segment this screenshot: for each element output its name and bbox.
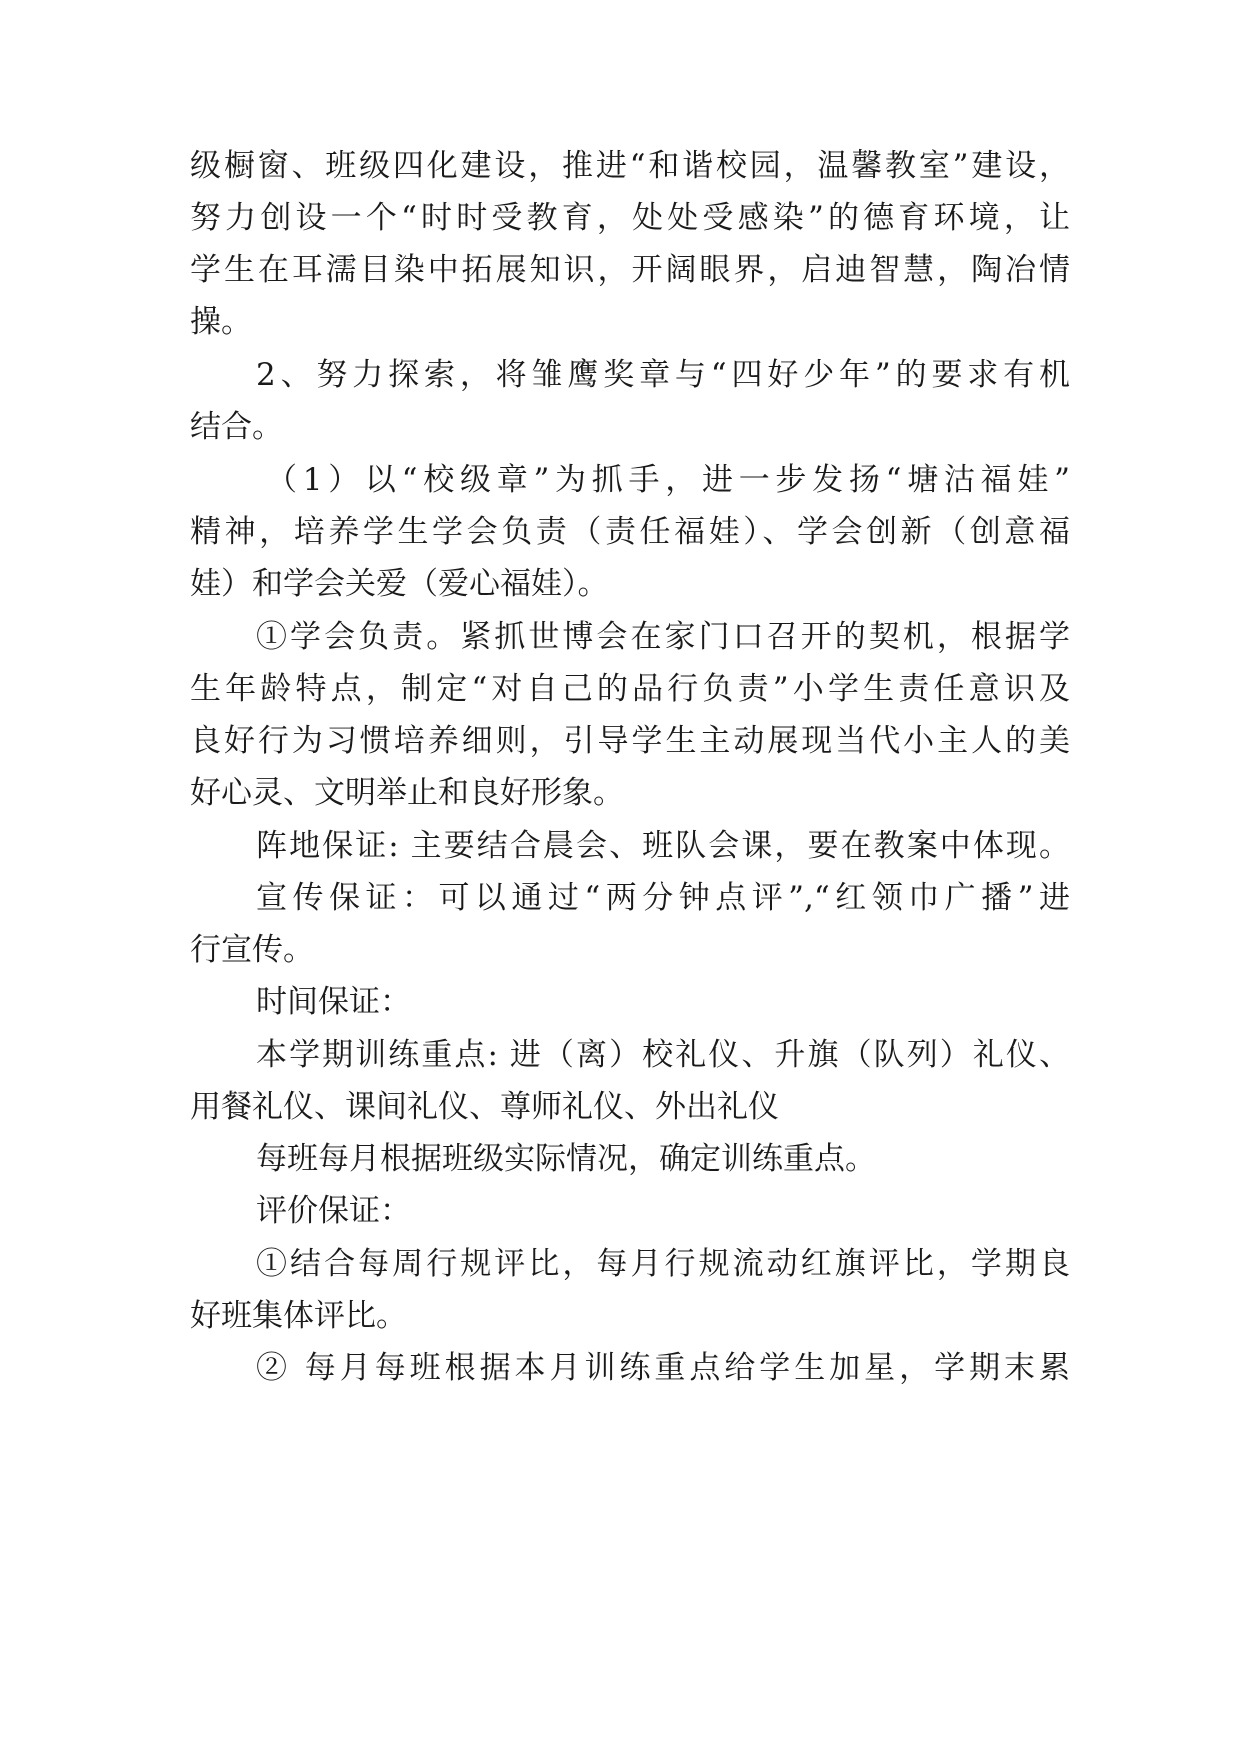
paragraph-line: （1）以“校级章”为抓手，进一步发扬“塘沽福娃” <box>266 462 1070 498</box>
paragraph-line: 宣传保证：可以通过“两分钟点评”,“红领巾广播”进 <box>256 880 1070 916</box>
paragraph-line: 结合。 <box>190 409 283 445</box>
paragraph-line: 本学期训练重点: 进（离）校礼仪、升旗（队列）礼仪、 <box>256 1037 1070 1073</box>
paragraph-line: 2、努力探索，将雏鹰奖章与“四好少年”的要求有机 <box>256 357 1070 393</box>
paragraph-line: 好班集体评比。 <box>190 1298 407 1334</box>
paragraph-line: ①学会负责。紧抓世博会在家门口召开的契机，根据学 <box>256 619 1070 655</box>
paragraph-line: 时间保证： <box>256 984 411 1020</box>
paragraph-line: 学生在耳濡目染中拓展知识，开阔眼界，启迪智慧，陶冶情 <box>190 252 1070 288</box>
paragraph-line: 级橱窗、班级四化建设，推进“和谐校园，温馨教室”建设， <box>190 148 1070 184</box>
paragraph-line: 阵地保证: 主要结合晨会、班队会课，要在教案中体现。 <box>256 828 1070 864</box>
paragraph-line: 好心灵、文明举止和良好形象。 <box>190 775 624 811</box>
paragraph-line: 生年龄特点，制定“对自己的品行负责”小学生责任意识及 <box>190 671 1070 707</box>
paragraph-line: 评价保证： <box>256 1193 411 1229</box>
paragraph-line: 用餐礼仪、课间礼仪、尊师礼仪、外出礼仪 <box>190 1089 779 1125</box>
paragraph-line: 操。 <box>190 304 252 340</box>
paragraph-line: 良好行为习惯培养细则，引导学生主动展现当代小主人的美 <box>190 723 1070 759</box>
paragraph-line: ①结合每周行规评比，每月行规流动红旗评比，学期良 <box>256 1246 1070 1282</box>
paragraph-line: 精神，培养学生学会负责（责任福娃）、学会创新（创意福 <box>190 514 1070 550</box>
paragraph-line: 每班每月根据班级实际情况，确定训练重点。 <box>256 1141 876 1177</box>
paragraph-line: 努力创设一个“时时受教育，处处受感染”的德育环境，让 <box>190 200 1070 236</box>
paragraph-line: ② 每月每班根据本月训练重点给学生加星，学期末累 <box>256 1350 1070 1386</box>
paragraph-line: 行宣传。 <box>190 932 314 968</box>
paragraph-line: 娃）和学会关爱（爱心福娃）。 <box>190 566 609 602</box>
